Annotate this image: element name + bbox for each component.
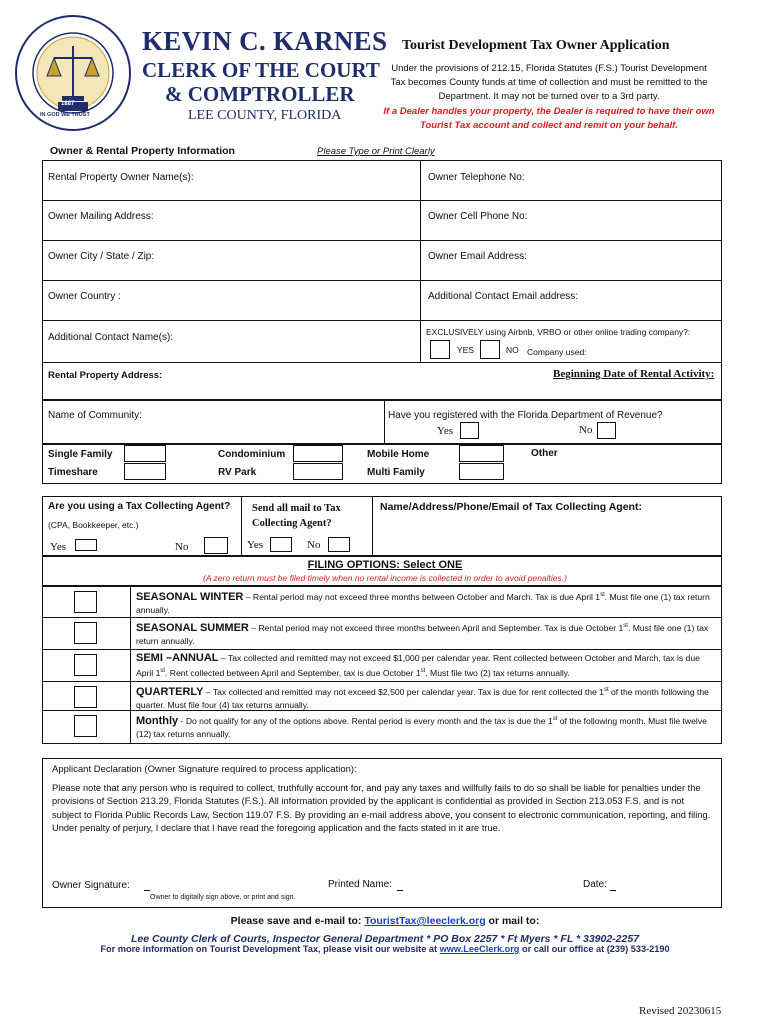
rv-park-checkbox[interactable] — [293, 463, 343, 480]
additional-names-field[interactable]: Additional Contact Name(s): — [48, 332, 174, 343]
agent-info-field[interactable]: Name/Address/Phone/Email of Tax Collecting Agent: — [380, 501, 642, 513]
owner-section-heading: Owner & Rental Property Information — [50, 145, 235, 157]
agent-examples: (CPA, Bookkeeper, etc.) — [48, 520, 139, 530]
office-line2: & COMPTROLLER — [165, 82, 355, 106]
filing-option-text — [136, 620, 716, 648]
clerk-seal — [14, 14, 132, 132]
agent-no-label: No — [175, 541, 189, 553]
filing-option-title: SEASONAL SUMMER — [136, 621, 249, 634]
registered-no-label: No — [579, 424, 593, 436]
send-no-checkbox[interactable] — [328, 537, 350, 552]
filing-option-title: SEMI –ANNUAL — [136, 652, 219, 664]
filing-option-text — [136, 684, 716, 712]
additional-email-field[interactable]: Additional Contact Email address: — [428, 291, 579, 302]
filing-option-description: - Do not qualify for any of the options above. Rental period is every month and the tax is due the 1st of the following month. Must file twelve (12) tax returns annually. — [136, 715, 707, 739]
save-email-line — [0, 915, 770, 927]
registered-no-checkbox[interactable] — [597, 422, 616, 439]
filing-option-text — [136, 713, 716, 741]
seal-year: 1887 — [61, 101, 75, 107]
save-suffix: or mail to: — [485, 915, 540, 927]
county-name: LEE COUNTY, FLORIDA — [188, 108, 342, 123]
filing-option-text — [136, 652, 716, 680]
info-suffix: or call our office at (239) 533-2190 — [519, 944, 670, 954]
agent-yes-checkbox[interactable] — [75, 539, 97, 551]
email-link[interactable]: TouristTax@leeclerk.org — [364, 915, 486, 927]
exclusively-question: EXCLUSIVELY using Airbnb, VRBO or other online trading company?: — [426, 327, 691, 337]
revised-date: Revised 20230615 — [639, 1005, 722, 1017]
registered-yes-label: Yes — [437, 425, 454, 437]
condominium-label: Condominium — [218, 449, 286, 460]
rv-park-label: RV Park — [218, 467, 257, 478]
exclusively-yes-checkbox[interactable] — [430, 340, 450, 359]
form-intro: Under the provisions of 212.15, Florida Statutes (F.S.) Tourist Development Tax becomes County funds at time of collection and must be remitted to the Department. It may not be turned over to a 3rd party. — [390, 63, 708, 102]
sign-note: Owner to digitally sign above, or print and sign. — [150, 894, 296, 901]
filing-option-text — [136, 589, 716, 617]
filing-option-description: – Rental period may not exceed three months between October and March. Tax is due April 1st. Must file one (1) tax return annually. — [136, 591, 710, 615]
cell-phone-field[interactable]: Owner Cell Phone No: — [428, 211, 528, 222]
filing-option-title: QUARTERLY — [136, 685, 204, 698]
owner-signature-field[interactable]: Owner Signature: — [52, 880, 130, 891]
seal-motto: IN GOD WE TRUST — [40, 112, 90, 118]
filing-option-description: – Rental period may not exceed three months between April and September. Tax is due October 1st. Must file one (1) tax return annually. — [136, 622, 709, 646]
rental-address-field[interactable]: Rental Property Address: — [48, 370, 163, 381]
send-no-label: No — [307, 539, 321, 551]
send-yes-label: Yes — [247, 539, 264, 551]
community-row — [42, 400, 722, 444]
multi-family-label: Multi Family — [367, 467, 425, 478]
community-field[interactable]: Name of Community: — [48, 410, 142, 421]
city-state-zip-field[interactable]: Owner City / State / Zip: — [48, 251, 155, 262]
mobile-home-label: Mobile Home — [367, 449, 430, 460]
mailing-address: Lee County Clerk of Courts, Inspector General Department * PO Box 2257 * Ft Myers * FL * 33902-2257 — [130, 933, 640, 945]
zero-return-note: (A zero return must be filed timely when no rental income is collected in order to avoid penalties.) — [203, 573, 567, 583]
filing-option-checkbox[interactable] — [74, 686, 97, 708]
timeshare-checkbox[interactable] — [124, 463, 166, 480]
exclusively-no-label: NO — [506, 345, 519, 355]
filing-option-checkbox[interactable] — [74, 654, 97, 676]
mobile-home-checkbox[interactable] — [459, 445, 504, 462]
other-label: Other — [531, 448, 558, 459]
info-line — [0, 944, 770, 954]
website-link[interactable]: www.LeeClerk.org — [439, 944, 520, 954]
filing-option-checkbox[interactable] — [74, 622, 97, 644]
registered-yes-checkbox[interactable] — [460, 422, 479, 439]
print-note: Please Type or Print Clearly — [317, 146, 435, 157]
condominium-checkbox[interactable] — [293, 445, 343, 462]
filing-option-checkbox[interactable] — [74, 591, 97, 613]
owner-phone-field[interactable]: Owner Telephone No: — [428, 172, 525, 183]
office-line1: CLERK OF THE COURT — [142, 58, 380, 82]
country-field[interactable]: Owner Country : — [48, 291, 121, 302]
email-field[interactable]: Owner Email Address: — [428, 251, 527, 262]
exclusively-yes-label: YES — [457, 345, 475, 355]
filing-heading: FILING OPTIONS: Select ONE — [307, 559, 463, 571]
filing-option-checkbox[interactable] — [74, 715, 97, 737]
agent-no-checkbox[interactable] — [204, 537, 228, 554]
timeshare-label: Timeshare — [48, 467, 98, 478]
single-family-checkbox[interactable] — [124, 445, 166, 462]
printed-name-field[interactable]: Printed Name: — [328, 879, 392, 890]
save-prefix: Please save and e-mail to: — [230, 915, 365, 927]
clerk-name: KEVIN C. KARNES — [142, 26, 388, 56]
filing-option-title: SEASONAL WINTER — [136, 590, 244, 603]
registered-question: Have you registered with the Florida Department of Revenue? — [388, 410, 663, 421]
filing-option-description: – Tax collected and remitted may not exceed $1,000 per calendar year. Rent collected between October and March, tax is due April 1st. Rent collected between April and September, tax is due October 1st. Must file two (2) tax returns annually. — [136, 653, 700, 678]
agent-question: Are you using a Tax Collecting Agent? — [48, 501, 231, 512]
mailing-address-field[interactable]: Owner Mailing Address: — [48, 211, 154, 222]
dealer-note: If a Dealer handles your property, the Dealer is required to have their own Tourist Tax account and collect and remit on your behalf. — [383, 106, 715, 131]
owner-names-field[interactable]: Rental Property Owner Name(s): — [48, 172, 194, 183]
send-yes-checkbox[interactable] — [270, 537, 292, 552]
exclusively-no-checkbox[interactable] — [480, 340, 500, 359]
beginning-date-field[interactable]: Beginning Date of Rental Activity: — [553, 368, 715, 380]
info-prefix: For more information on Tourist Development Tax, please visit our website at — [100, 944, 440, 954]
send-mail-question: Send all mail to Tax Collecting Agent? — [252, 503, 341, 529]
filing-option-description: – Tax collected and remitted may not exceed $2,500 per calendar year. Tax is due for rent collected the 1st of the month following the quarter. Must file four (4) tax returns annually. — [136, 686, 709, 710]
multi-family-checkbox[interactable] — [459, 463, 504, 480]
company-used-field[interactable]: Company used: — [527, 347, 587, 357]
form-title: Tourist Development Tax Owner Application — [402, 38, 670, 53]
date-field[interactable]: Date: — [583, 879, 607, 890]
declaration-heading: Applicant Declaration (Owner Signature required to process application): — [52, 764, 357, 775]
declaration-body: Please note that any person who is required to collect, truthfully account for, and pay any taxes and willfully fails to do so shall be liable for penalties under the provisions of Section 213.29, Florida Statutes (F.S.). All information provided by the applicant is confidential as provided in Section 213.053 F.S. and is not subject to Florida Public Records Law, Section 119.07 F.S. By providing an e-mail address above, you consent to electronic communication, reporting, and filing. Under penalty of perjury, I declare that I have read the foregoing application and the facts stated in it are true. — [52, 783, 711, 834]
single-family-label: Single Family — [48, 449, 113, 460]
agent-yes-label: Yes — [50, 541, 67, 553]
filing-option-title: Monthly — [136, 714, 179, 727]
